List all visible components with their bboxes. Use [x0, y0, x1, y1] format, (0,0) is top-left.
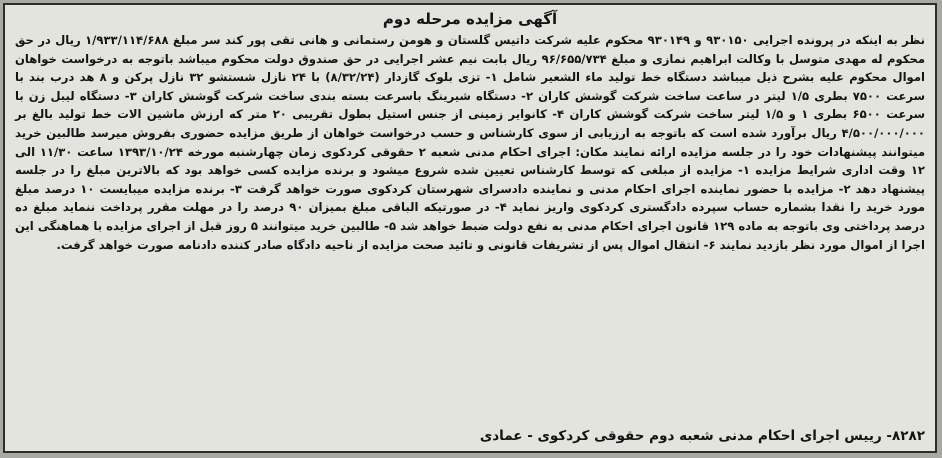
notice-body: نظر به اینکه در پرونده اجرایی ۹۳۰۱۵۰ و ۹۳۰۱۴۹ محکوم علیه شرکت داتیس گلستان و هومن رستمانی و هانی تقی پور کند سر مبلغ ۱/۹۳۳/۱۱۴/۶۸۸ ریال در حق محکوم له مهدی متوسل با وکالت ابراهیم نمازی و مبلغ ۹۶/۶۵۵/۷۳۴ ریال بابت نیم عشر اجرایی در حق صندوق دولت محکوم میباشد باتوجه به درخواست خواهان اموال محکوم علیه بشرح ذیل میباشد دستگاه خط تولید ماء الشعیر شامل ۱- تزی بلوک گازدار (۸/۳۲/۲۴) با ۲۴ نازل شستشو ۳۲ نازل پرکن و ۸ هد درب بند با سرعت ۷۵۰۰ بطری ۱/۵ لیتر در ساعت ساخت شرکت گوشش کاران ۲- دستگاه شیرینگ باسرعت بسته بندی ساخت شرکت گوشش کاران ۳- دستگاه لیبل زن با سرعت ۶۵۰۰ بطری ۱ و ۱/۵ لیتر ساخت شرکت گوشش کاران ۴- کانوایر زمینی از جنس استیل بطول تقریبی ۲۰ متر که ارزش ماشین الات خط تولید بالغ بر ۴/۵۰۰/۰۰۰/۰۰۰ ریال برآورد شده است که باتوجه به ارزیابی از سوی کارشناس و حسب درخواست خواهان از طریق مزایده حضوری بفروش میرسد طالبین خرید میتوانند پیشنهادات خود را در جلسه مزایده ارائه نمایند مکان: اجرای احکام مدنی شعبه ۲ حقوقی کردکوی زمان چهارشنبه مورخه ۱۳۹۳/۱۰/۲۴ ساعت ۱۱/۳۰ الی ۱۲ وقت اداری شرایط مزایده ۱- مزایده از مبلغی که توسط کارشناس تعیین شده شروع میشود و برنده مزایده کسی خواهد بود که بالاترین مبلغ را در جلسه پیشنهاد دهد ۲- مزایده با حضور نماینده اجرای احکام مدنی و نماینده دادسرای شهرستان کردکوی صورت خواهد گرفت ۳- برنده مزایده میبایست ۱۰ درصد مبلغ مورد خرید را نقدا بشماره حساب سپرده دادگستری کردکوی واریز نماید ۴- در صورتیکه الباقی مبلغ بمیزان ۹۰ درصد را در مهلت مقرر پرداخت ننماید مبلغ ده درصد پرداختی وی باتوجه به ماده ۱۲۹ قانون اجرای احکام مدنی به نفع دولت ضبط خواهد شد ۵- طالبین خرید میتوانند ۵ روز قبل از اجرای مزایده با هماهنگی این اجرا از اموال مورد نظر بازدید نمایند ۶- انتقال اموال پس از تشریفات قانونی و تائید صحت مزایده از ناحیه دادگاه صادر کننده دادنامه صورت خواهد گرفت.	[15, 33, 926, 252]
notice-signature: ۸۲۸۲- رییس اجرای احکام مدنی شعبه دوم حقوقی کردکوی - عمادی	[479, 428, 925, 444]
notice-title: آگهی مزایده مرحله دوم	[382, 10, 558, 28]
auction-notice	[3, 3, 937, 453]
